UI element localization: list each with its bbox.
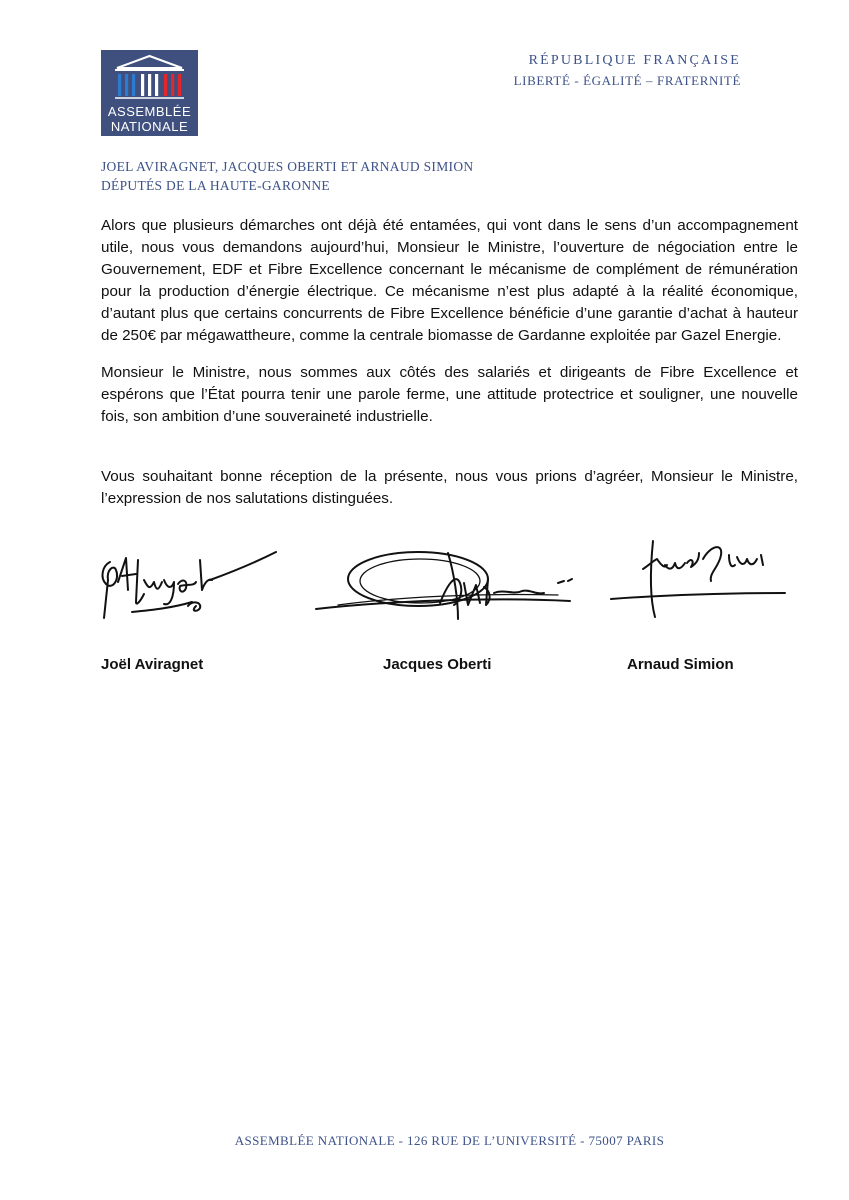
signatory-name-3: Arnaud Simion	[627, 656, 734, 673]
logo-text-nationale: NATIONALE	[110, 119, 189, 134]
assemblee-nationale-logo	[101, 50, 198, 136]
logo-text-assemblee: ASSEMBLÉE	[107, 104, 192, 119]
signature-oberti	[308, 543, 583, 628]
signatory-name-2: Jacques Oberti	[383, 656, 492, 673]
letter-paragraph-3: Vous souhaitant bonne réception de la présente, nous vous prions d’agréer, Monsieur le Ministre, l’expression de nos salutations distinguées.	[101, 468, 798, 507]
letter-paragraph-1: Alors que plusieurs démarches ont déjà été entamées, qui vont dans le sens d’un accompagnement utile, nous vous demandons aujourd’hui, Monsieur le Ministre, l’ouverture de négociation entre le Gouvernement, EDF et Fibre Excellence concernant le mécanisme de complément de rémunération pour la production d’énergie électrique. Ce mécanisme n’est plus adapté à la réalité économique, d’autant plus que certains concurrents de Fibre Excellence bénéficie d’une garantie d’achat à hauteur de 250€ par mégawattheure, comme la centrale biomasse de Gardanne exploitée par Gazel Energie.	[101, 217, 798, 344]
hemicycle-icon	[101, 50, 198, 106]
republic-heading	[514, 52, 741, 90]
sender-block	[101, 157, 473, 195]
signature-aviragnet	[92, 540, 282, 630]
footer-address: ASSEMBLÉE NATIONALE - 126 RUE DE L’UNIVERSITÉ - 75007 PARIS	[234, 1133, 665, 1148]
letter-paragraph-2: Monsieur le Ministre, nous sommes aux côtés des salariés et dirigeants de Fibre Excellence et espérons que l’État pourra tenir une parole ferme, une attitude protectrice et souligner, une nouvelle fois, son ambition d’une souveraineté industrielle.	[101, 364, 798, 425]
sender-title: DÉPUTÉS DE LA HAUTE-GARONNE	[101, 178, 330, 193]
signature-simion	[605, 535, 790, 620]
republic-title: RÉPUBLIQUE FRANÇAISE	[528, 53, 741, 68]
sender-names: JOEL AVIRAGNET, JACQUES OBERTI ET ARNAUD SIMION	[101, 159, 474, 174]
signatory-name-1: Joël Aviragnet	[101, 656, 204, 673]
republic-motto: LIBERTÉ - ÉGALITÉ – FRATERNITÉ	[513, 73, 741, 88]
